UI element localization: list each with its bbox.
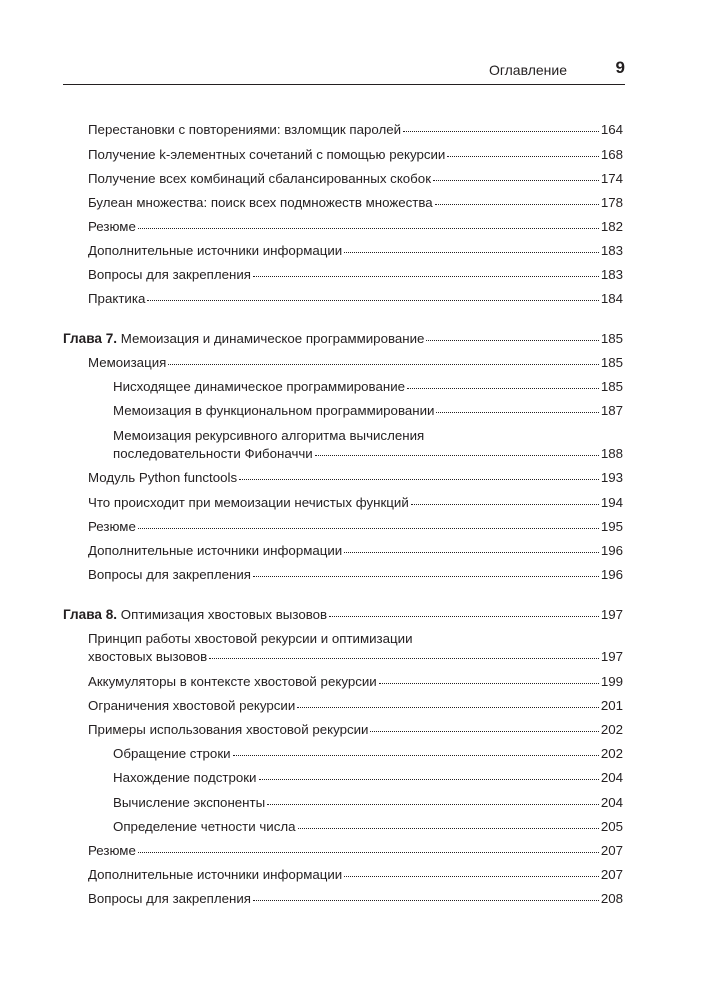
toc-entry-title: Получение k-элементных сочетаний с помощью рекурсии xyxy=(88,147,446,162)
toc-entry[interactable] xyxy=(88,673,623,691)
dot-leader xyxy=(370,720,598,732)
toc-entry-title: Дополнительные источники информации xyxy=(88,243,343,258)
toc-entry[interactable] xyxy=(113,378,623,396)
dot-leader xyxy=(344,241,599,253)
header-page-number: 9 xyxy=(615,58,625,77)
toc-entry[interactable] xyxy=(88,194,623,212)
dot-leader xyxy=(298,817,599,829)
toc-entry-title: последовательности Фибоначчи xyxy=(113,446,313,461)
toc-page-number: 202 xyxy=(600,746,623,761)
toc-entry-title: Получение всех комбинаций сбалансированных скобок xyxy=(88,171,432,186)
toc-page-number: 205 xyxy=(600,819,623,834)
toc-entry[interactable] xyxy=(113,794,623,812)
toc-page-number: 199 xyxy=(600,674,623,689)
dot-leader xyxy=(407,377,599,389)
toc-page-number: 184 xyxy=(600,291,623,306)
toc-entry[interactable] xyxy=(88,890,623,908)
dot-leader xyxy=(253,265,599,277)
toc-entry-title: Мемоизация и динамическое программирование xyxy=(120,331,425,346)
toc-entry-title: Мемоизация в функциональном программировании xyxy=(113,403,435,418)
toc-entry[interactable] xyxy=(88,290,623,308)
dot-leader xyxy=(138,217,599,229)
toc-entry[interactable] xyxy=(88,121,623,139)
toc-entry[interactable] xyxy=(88,354,623,372)
toc-page-number: 196 xyxy=(600,567,623,582)
dot-leader xyxy=(239,468,599,480)
dot-leader xyxy=(411,493,599,505)
toc-entry-title: Резюме xyxy=(88,219,136,234)
toc-entry-title: Нисходящее динамическое программирование xyxy=(113,379,406,394)
dot-leader xyxy=(426,329,598,341)
toc-chapter-entry[interactable] xyxy=(63,606,623,624)
toc-entry-title: Аккумуляторы в контексте хвостовой рекурсии xyxy=(88,674,377,689)
toc-entry[interactable] xyxy=(88,697,623,715)
toc-entry-title: Мемоизация xyxy=(88,355,167,370)
toc-entry-title: Дополнительные источники информации xyxy=(88,543,343,558)
toc-page-number: 185 xyxy=(600,355,623,370)
toc-page-number: 193 xyxy=(600,470,623,485)
toc-page-number: 168 xyxy=(600,147,623,162)
toc-page-number: 197 xyxy=(600,649,623,664)
toc-entry[interactable] xyxy=(113,818,623,836)
toc-entry-title-line1: Мемоизация рекурсивного алгоритма вычисления xyxy=(113,428,425,443)
dot-leader xyxy=(315,444,599,456)
toc-entry-title: Ограничения хвостовой рекурсии xyxy=(88,698,296,713)
chapter-label: Глава 7. xyxy=(63,331,118,346)
dot-leader xyxy=(233,744,599,756)
toc-entry[interactable] xyxy=(88,518,623,536)
dot-leader xyxy=(436,401,598,413)
toc-page-number: 204 xyxy=(600,770,623,785)
toc-page-number: 207 xyxy=(600,867,623,882)
toc-entry[interactable] xyxy=(113,427,623,463)
toc-page-number: 208 xyxy=(600,891,623,906)
toc-page-number: 183 xyxy=(600,267,623,282)
dot-leader xyxy=(297,696,599,708)
toc-page-number: 185 xyxy=(600,331,623,346)
toc-page-number: 207 xyxy=(600,843,623,858)
toc-entry-title: хвостовых вызовов xyxy=(88,649,208,664)
toc-entry-title: Дополнительные источники информации xyxy=(88,867,343,882)
toc-entry-title: Обращение строки xyxy=(113,746,231,761)
toc-page-number: 183 xyxy=(600,243,623,258)
toc-entry-title: Примеры использования хвостовой рекурсии xyxy=(88,722,369,737)
toc-page-number: 187 xyxy=(600,403,623,418)
toc-page-number: 197 xyxy=(600,607,623,622)
toc-page-number: 195 xyxy=(600,519,623,534)
dot-leader xyxy=(138,841,599,853)
toc-entry[interactable] xyxy=(88,542,623,560)
toc-entry-title: Вопросы для закрепления xyxy=(88,891,251,906)
toc-entry-title: Резюме xyxy=(88,519,136,534)
toc-chapter-entry[interactable] xyxy=(63,330,623,348)
toc-page-number: 182 xyxy=(600,219,623,234)
dot-leader xyxy=(447,145,598,157)
toc-page-number: 202 xyxy=(600,722,623,737)
dot-leader xyxy=(433,169,599,181)
dot-leader xyxy=(138,517,599,529)
toc-entry[interactable] xyxy=(88,218,623,236)
dot-leader xyxy=(379,672,599,684)
toc-entry[interactable] xyxy=(88,630,623,666)
dot-leader xyxy=(209,647,599,659)
toc-entry-title: Резюме xyxy=(88,843,136,858)
dot-leader xyxy=(267,793,599,805)
chapter-label: Глава 8. xyxy=(63,607,118,622)
dot-leader xyxy=(344,865,599,877)
toc-entry-title: Вопросы для закрепления xyxy=(88,267,251,282)
toc-entry[interactable] xyxy=(88,566,623,584)
toc-page-number: 188 xyxy=(600,446,623,461)
toc-page-number: 204 xyxy=(600,795,623,810)
toc-entry[interactable] xyxy=(88,866,623,884)
toc-entry-title: Булеан множества: поиск всех подмножеств множества xyxy=(88,195,433,210)
dot-leader xyxy=(259,768,599,780)
toc-page-number: 174 xyxy=(600,171,623,186)
toc-entry[interactable] xyxy=(88,242,623,260)
toc-entry[interactable] xyxy=(88,469,623,487)
dot-leader xyxy=(168,353,598,365)
toc-entry[interactable] xyxy=(113,402,623,420)
toc-page-number: 201 xyxy=(600,698,623,713)
toc-entry[interactable] xyxy=(88,721,623,739)
toc-entry[interactable] xyxy=(113,769,623,787)
toc-entry-title: Что происходит при мемоизации нечистых функций xyxy=(88,495,409,510)
toc-entry[interactable] xyxy=(88,842,623,860)
dot-leader xyxy=(435,193,599,205)
toc-page-number: 194 xyxy=(600,495,623,510)
header-title: Оглавление xyxy=(488,62,567,78)
dot-leader xyxy=(253,889,599,901)
toc-entry[interactable] xyxy=(88,170,623,188)
toc-entry-title: Модуль Python functools xyxy=(88,470,238,485)
toc-entry[interactable] xyxy=(88,494,623,512)
toc-entry-title: Нахождение подстроки xyxy=(113,770,257,785)
dot-leader xyxy=(253,565,599,577)
toc-entry-title: Вопросы для закрепления xyxy=(88,567,251,582)
toc-page-number: 164 xyxy=(600,122,623,137)
toc-entry-title-line1: Принцип работы хвостовой рекурсии и оптимизации xyxy=(88,631,413,646)
dot-leader xyxy=(329,605,599,617)
toc-entry-title: Перестановки с повторениями: взломщик паролей xyxy=(88,122,402,137)
toc-page-number: 185 xyxy=(600,379,623,394)
toc-entry-title: Определение четности числа xyxy=(113,819,296,834)
toc-entry-title: Практика xyxy=(88,291,146,306)
toc-page-number: 196 xyxy=(600,543,623,558)
dot-leader xyxy=(344,541,599,553)
toc-entry[interactable] xyxy=(113,745,623,763)
toc-entry-title: Оптимизация хвостовых вызовов xyxy=(120,607,328,622)
toc-page-number: 178 xyxy=(600,195,623,210)
toc-entry[interactable] xyxy=(88,146,623,164)
toc-entry[interactable] xyxy=(88,266,623,284)
dot-leader xyxy=(147,289,598,301)
dot-leader xyxy=(403,120,599,132)
toc-entry-title: Вычисление экспоненты xyxy=(113,795,266,810)
